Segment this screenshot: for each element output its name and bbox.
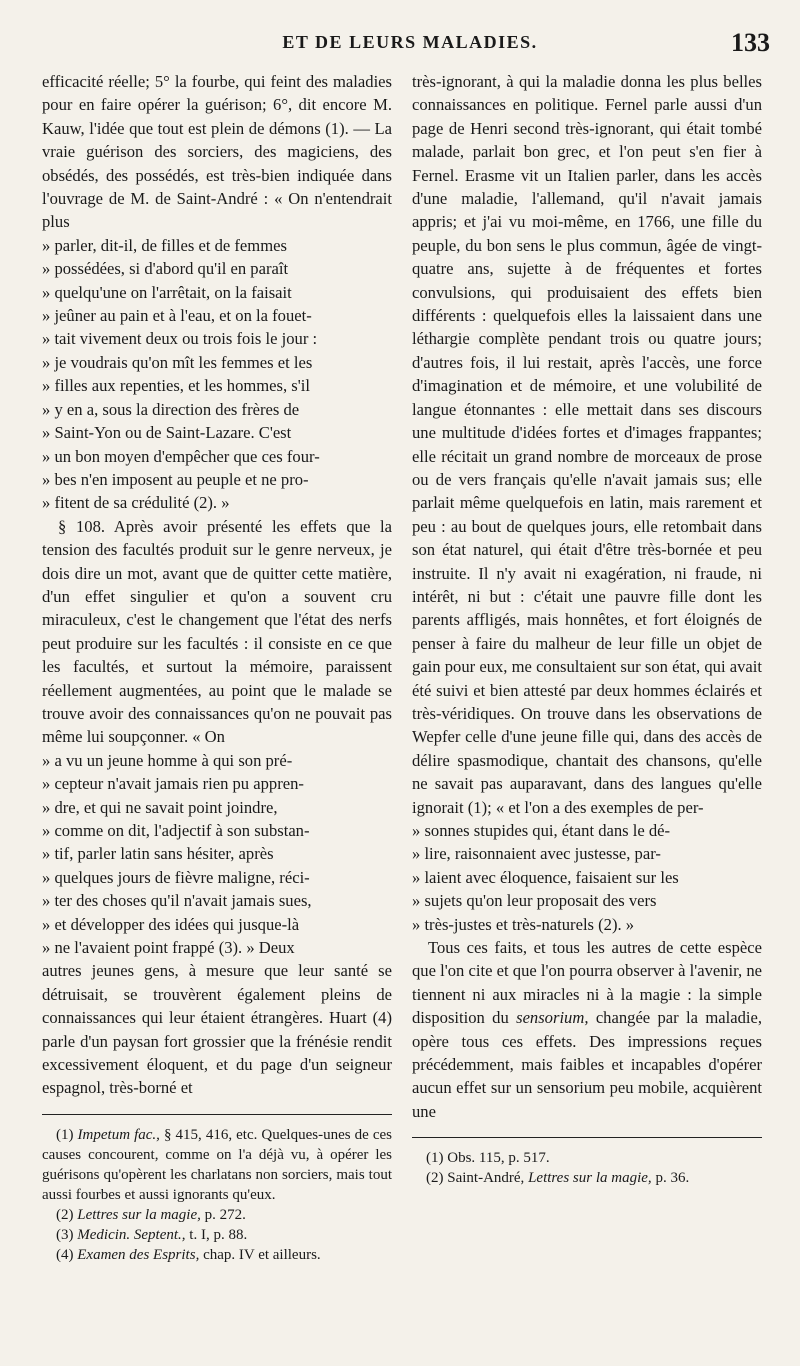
footnote-divider	[412, 1137, 762, 1138]
quote-line: » filles aux repenties, et les hommes, s'il	[42, 376, 310, 396]
quote-line: » bes n'en imposent au peuple et ne pro-	[42, 469, 309, 489]
left-paragraph-1: efficacité réelle; 5° la fourbe, qui feint des maladies pour en faire opérer la guérison; 6°, dit encore M. Kauw, l'idée que tout est plein de démons (1). — La vraie guérison des sorciers, des magiciens, des obsédés, des possédés, est très-bien indiquée dans l'ouvrage de M. de Saint-André : « On n'entendrait plus	[42, 72, 392, 232]
footnote: (4) Examen des Esprits, chap. IV et ailleurs.	[56, 1246, 321, 1263]
quote-line: » sujets qu'on leur proposait des vers	[412, 891, 657, 911]
quote-line: » possédées, si d'abord qu'il en paraît	[42, 259, 289, 279]
left-quote-2	[42, 749, 392, 960]
quote-line: » a vu un jeune homme à qui son pré-	[42, 750, 293, 770]
quote-line: » tif, parler latin sans hésiter, après	[42, 844, 274, 864]
running-title: ET DE LEURS MALADIES.	[282, 32, 538, 52]
quote-line: » y en a, sous la direction des frères de	[42, 399, 300, 419]
quote-line: » et développer des idées qui jusque-là	[42, 914, 300, 934]
footnote: (2) Lettres sur la magie, p. 272.	[56, 1206, 246, 1223]
right-column	[412, 70, 762, 1188]
quote-line: » ne l'avaient point frappé (3). » Deux	[42, 938, 295, 958]
quote-line: » quelqu'une on l'arrêtait, on la faisait	[42, 282, 292, 302]
left-paragraph-3: autres jeunes gens, à mesure que leur santé se détruisait, se trouvèrent également pleins de connaissances qui leur étaient étrangères. Huart (4) parle d'un paysan fort grossier que la frénésie rendit excessivement éloquent, et du page d'un seigneur espagnol, très-borné et	[42, 961, 392, 1098]
left-paragraph-2: § 108. Après avoir présenté les effets que la tension des facultés produit sur le genre nerveux, je dois dire un mot, avant que de quitter cette matière, d'un effet singulier et qu'on a souvent cru miraculeux, c'est le changement que l'état des nerfs peut produire sur les facultés : il consiste en ce que les facultés, et surtout la mémoire, paraissent réellement augmentées, au point que le malade se trouve avoir des connaissances qu'on ne pouvait pas même lui soupçonner. « On	[42, 516, 392, 747]
left-column	[42, 70, 392, 1265]
right-paragraph-1: très-ignorant, à qui la maladie donna les plus belles connaissances en politique. Fernel parle aussi d'un page de Henri second très-ignorant, qui était tombé malade, parlait bon grec, et l'on peut s'en fier à Fernel. Erasme vit un Italien parler, dans les accès d'une maladie, l'allemand, qu'il n'avait jamais appris; et j'ai vu moi-même, en 1766, une fille du peuple, du bon sens le plus commun, âgée de vingt-quatre ans, sujette à de fréquentes et fortes convulsions, qui produisaient des effets bien différents : quelquefois elles la laissaient dans une léthargie complète pendant trois ou quatre jours; d'autres fois, il lui restait, après l'accès, une force d'imagination et de mémoire, et une volubilité de langue étonnantes : elle mettait dans ses discours une multitude d'idées fortes et d'images frappantes; elle récitait un grand nombre de morceaux de prose ou de vers français qu'elle n'avait jamais sus; elle parlait même quelquefois en latin, mais rarement et peu : au bout de quelques jours, elle retombait dans son état naturel, qui était d'être très-bornée et peu instruite. Il n'y avait ni exagération, ni fraude, ni intérêt, ni but : c'était une pauvre fille dont les parents affligés, mais honnêtes, et fort éloignés de penser à faire du malheur de leur fille un objet de gain pour eux, me consultaient sur son état, qui avait été suivi et bien attesté par deux hommes éclairés et très-véridiques. On trouve dans les observations de Wepfer celle d'une jeune fille qui, dans des accès de délire spasmodique, chantait des chansons, qu'elle ne savait pas auparavant, dans des langues qu'elle ignorait (1); « et l'on a des exemples de per-	[412, 72, 762, 817]
quote-line: » ter des choses qu'il n'avait jamais sues,	[42, 891, 312, 911]
quote-line: » tait vivement deux ou trois fois le jour :	[42, 329, 318, 349]
quote-line: » Saint-Yon ou de Saint-Lazare. C'est	[42, 423, 292, 443]
running-header	[40, 28, 780, 58]
quote-line: » lire, raisonnaient avec justesse, par-	[412, 844, 661, 864]
footnote-divider	[42, 1114, 392, 1115]
quote-line: » comme on dit, l'adjectif à son substan-	[42, 821, 310, 840]
quote-line: » quelques jours de fièvre maligne, réci-	[42, 867, 310, 887]
quote-line: » jeûner au pain et à l'eau, et on la fouet-	[42, 306, 312, 326]
right-footnotes	[412, 1148, 762, 1188]
quote-line: » cepteur n'avait jamais rien pu appren-	[42, 774, 304, 794]
footnote: (3) Medicin. Septent., t. I, p. 88.	[56, 1226, 248, 1243]
quote-line: » parler, dit-il, de filles et de femmes	[42, 235, 287, 255]
quote-line: » dre, et qui ne savait point joindre,	[42, 797, 278, 817]
quote-line: » laient avec éloquence, faisaient sur les	[412, 867, 679, 887]
quote-line: » je voudrais qu'on mît les femmes et les	[42, 352, 313, 372]
page-number: 133	[731, 28, 770, 57]
quote-line: » très-justes et très-naturels (2). »	[412, 914, 635, 934]
right-quote	[412, 819, 762, 936]
quote-line: » sonnes stupides qui, étant dans le dé-	[412, 821, 671, 840]
left-quote-1	[42, 234, 392, 515]
footnote: (2) Saint-André, Lettres sur la magie, p. 36.	[426, 1170, 690, 1187]
quote-line: » un bon moyen d'empêcher que ces four-	[42, 446, 320, 466]
left-footnotes	[42, 1125, 392, 1265]
footnote: (1) Obs. 115, p. 517.	[426, 1150, 550, 1167]
footnote: (1) Impetum fac., § 415, 416, etc. Quelques-unes de ces causes concourent, comme on l'a déjà vu, à opérer les guérisons qu'opèrent les charlatans non sorciers, mais tout aussi fourbes et aussi ignorants qu'eux.	[42, 1126, 392, 1203]
right-paragraph-2: Tous ces faits, et tous les autres de cette espèce que l'on cite et que l'on pourra observer à l'avenir, ne tiennent ni aux miracles ni à la magie : la simple disposition du sensorium, changée par la maladie, opère tous ces effets. Des impressions reçues précédemment, mais faibles et incapables d'opérer aucun effet sur un sensorium peu mobile, acquièrent une	[412, 938, 763, 1121]
quote-line: » fitent de sa crédulité (2). »	[42, 493, 230, 513]
